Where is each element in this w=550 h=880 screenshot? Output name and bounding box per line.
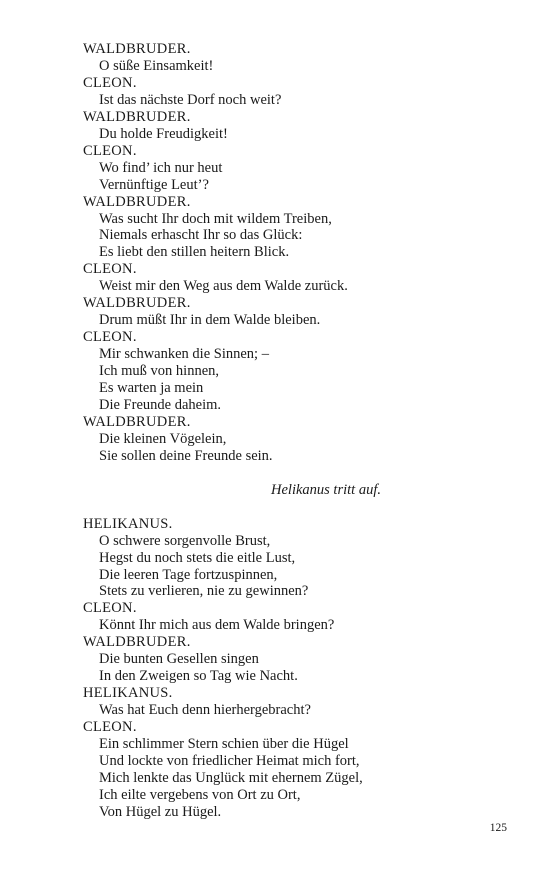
verse-line: Mir schwanken die Sinnen; – xyxy=(99,346,269,363)
verse-line: Es liebt den stillen heitern Blick. xyxy=(99,244,290,261)
verse-line: O süße Einsamkeit! xyxy=(99,57,214,74)
speaker-name: CLEON. xyxy=(83,142,137,159)
speaker-name: WALDBRUDER. xyxy=(83,295,191,312)
speaker-name: CLEON. xyxy=(83,600,137,617)
page-number: 125 xyxy=(489,822,507,834)
verse-line: Was sucht Ihr doch mit wildem Treiben, xyxy=(99,210,332,227)
verse-line: Du holde Freudigkeit! xyxy=(99,125,228,142)
speaker-name: CLEON. xyxy=(83,261,137,278)
verse-line: Ist das nächste Dorf noch weit? xyxy=(99,91,282,108)
verse-line: Weist mir den Weg aus dem Walde zurück. xyxy=(99,278,348,295)
verse-line: Hegst du noch stets die eitle Lust, xyxy=(99,549,296,566)
verse-line: Drum müßt Ihr in dem Walde bleiben. xyxy=(99,312,321,329)
stage-direction: Helikanus tritt auf. xyxy=(271,481,381,498)
verse-line: Die kleinen Vögelein, xyxy=(99,430,227,447)
verse-line: Ich muß von hinnen, xyxy=(99,363,220,380)
speaker-name: CLEON. xyxy=(83,719,137,736)
verse-line: Stets zu verlieren, nie zu gewinnen? xyxy=(99,583,309,600)
verse-line: Die leeren Tage fortzuspinnen, xyxy=(99,566,278,583)
verse-line: Was hat Euch denn hierhergebracht? xyxy=(99,702,311,719)
verse-line: Ich eilte vergebens von Ort zu Ort, xyxy=(99,786,301,803)
play-text xyxy=(83,41,503,821)
verse-line: Ein schlimmer Stern schien über die Hügel xyxy=(99,736,349,753)
verse-line: Vernünftige Leut’? xyxy=(99,176,209,193)
speaker-name: HELIKANUS. xyxy=(83,685,173,702)
speaker-name: WALDBRUDER. xyxy=(83,413,191,430)
verse-line: Wo find’ ich nur heut xyxy=(99,159,223,176)
verse-line: In den Zweigen so Tag wie Nacht. xyxy=(99,668,298,685)
verse-line: Mich lenkte das Unglück mit ehernem Zügel, xyxy=(99,769,363,786)
blank-line xyxy=(83,499,503,516)
speaker-name: CLEON. xyxy=(83,74,137,91)
blank-line xyxy=(83,465,503,482)
verse-line: Die bunten Gesellen singen xyxy=(99,651,259,668)
speaker-name: WALDBRUDER. xyxy=(83,634,191,651)
verse-line: Und lockte von friedlicher Heimat mich fort, xyxy=(99,753,360,769)
verse-line: Sie sollen deine Freunde sein. xyxy=(99,447,273,464)
verse-line: O schwere sorgenvolle Brust, xyxy=(99,532,271,549)
speaker-name: WALDBRUDER. xyxy=(83,193,191,210)
verse-line: Die Freunde daheim. xyxy=(99,397,222,414)
verse-line: Könnt Ihr mich aus dem Walde bringen? xyxy=(99,617,335,634)
speaker-name: WALDBRUDER. xyxy=(83,41,191,57)
verse-line: Niemals erhascht Ihr so das Glück: xyxy=(99,227,303,244)
speaker-name: HELIKANUS. xyxy=(83,515,173,532)
verse-line: Von Hügel zu Hügel. xyxy=(99,803,222,820)
verse-line: Es warten ja mein xyxy=(99,380,204,397)
speaker-name: WALDBRUDER. xyxy=(83,108,191,125)
speaker-name: CLEON. xyxy=(83,329,137,346)
